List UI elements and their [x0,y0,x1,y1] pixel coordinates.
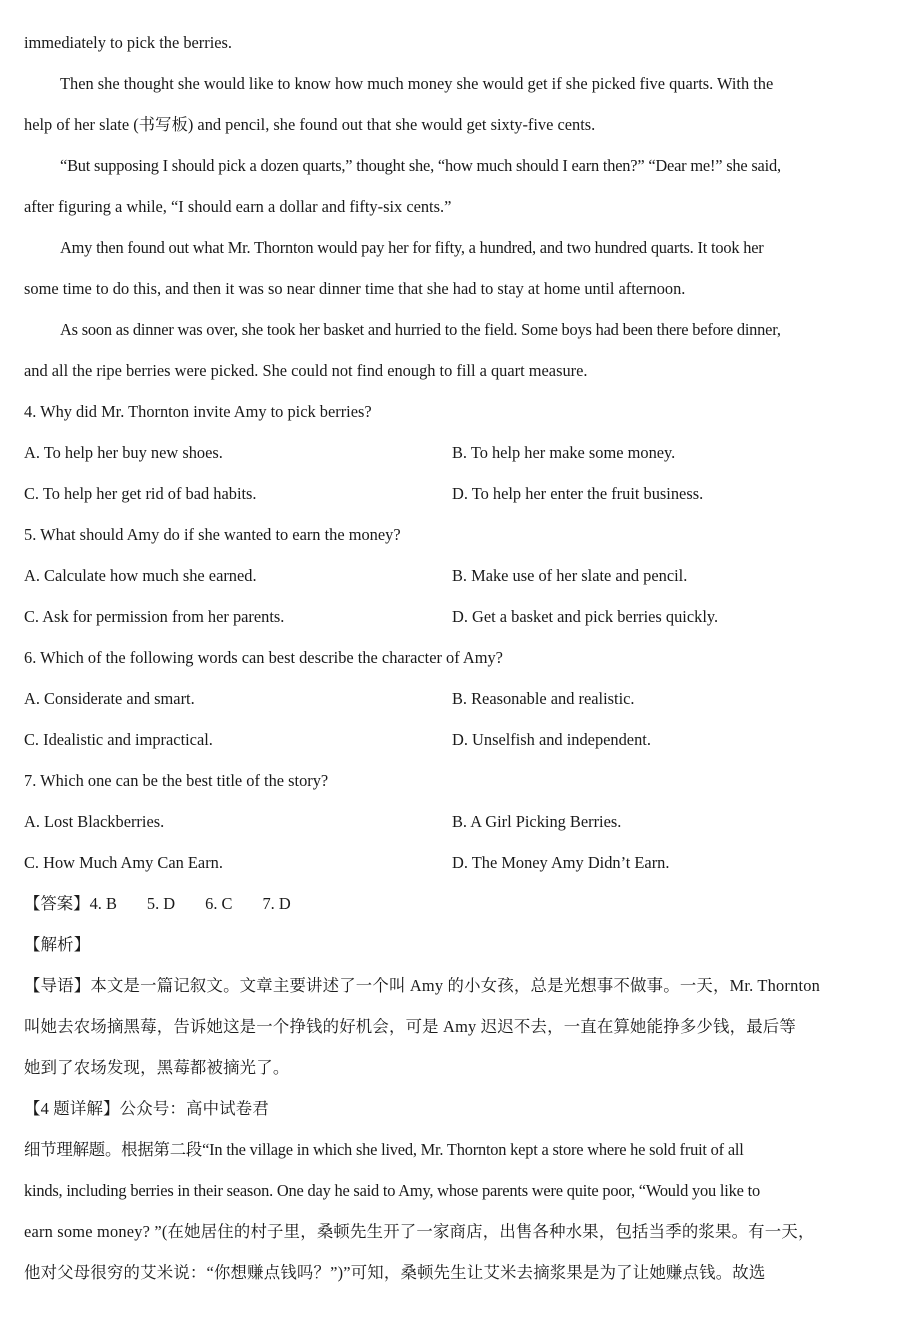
answer-item: 7. D [262,894,291,913]
option-row [24,555,882,596]
detail-heading: 【4 题详解】公众号：高中试卷君 [24,1099,269,1118]
passage-line: some time to do this, and then it was so near dinner time that she had to stay at home until afternoon. [24,279,686,298]
analysis-intro [24,965,882,1088]
passage-line: Amy then found out what Mr. Thornton would pay her for fifty, a hundred, and two hundred quarts. It took her [60,238,764,257]
option-row [24,473,882,514]
option-b: B. To help her make some money. [452,443,676,462]
option-a: A. Calculate how much she earned. [24,566,257,585]
option-row [24,678,882,719]
document-page [24,22,882,1293]
option-row [24,801,882,842]
option-row [24,719,882,760]
option-c: C. Ask for permission from her parents. [24,607,285,626]
question-4 [24,391,882,514]
option-b: B. A Girl Picking Berries. [452,812,622,831]
question-stem: 6. Which of the following words can best describe the character of Amy? [24,648,503,667]
analysis-detail [24,1129,882,1293]
option-c: C. Idealistic and impractical. [24,730,213,749]
option-c: C. How Much Amy Can Earn. [24,853,223,872]
option-c: C. To help her get rid of bad habits. [24,484,257,503]
option-row [24,596,882,637]
answer-item: 5. D [146,894,176,913]
option-b: B. Make use of her slate and pencil. [452,566,688,585]
analysis-line: 她到了农场发现，黑莓都被摘光了。 [24,1058,290,1077]
passage-line: help of her slate (书写板) and pencil, she found out that she would get sixty-five cents. [24,115,596,134]
analysis-line: 细节理解题。根据第二段“In the village in which she lived, Mr. Thornton kept a store where he sold fruit of all [24,1140,744,1159]
answer-key [24,883,882,924]
option-d: D. Unselfish and independent. [452,730,651,749]
passage-line: “But supposing I should pick a dozen quarts,” thought she, “how much should I earn then?” “Dear me!” she said, [60,156,781,175]
question-stem: 7. Which one can be the best title of the story? [24,771,329,790]
question-7 [24,760,882,883]
passage [24,22,882,391]
option-row [24,842,882,883]
option-row [24,432,882,473]
analysis-line: earn some money? ”(在她居住的村子里，桑顿先生开了一家商店，出售各种水果，包括当季的浆果。有一天， [24,1222,815,1241]
answer-label: 【答案】 [24,894,90,913]
answer-item: 6. C [205,894,233,913]
option-a: A. To help her buy new shoes. [24,443,223,462]
passage-line: Then she thought she would like to know how much money she would get if she picked five quarts. With the [60,74,774,93]
analysis-line: 他对父母很穷的艾米说：“你想赚点钱吗？”)”可知，桑顿先生让艾米去摘浆果是为了让她赚点钱。故选 [24,1263,766,1282]
analysis-line: kinds, including berries in their season. One day he said to Amy, whose parents were quite poor, “Would you like to [24,1181,760,1200]
analysis-line: 【导语】本文是一篇记叙文。文章主要讲述了一个叫 Amy 的小女孩，总是光想事不做事。一天，Mr. Thornton [24,976,821,995]
option-d: D. To help her enter the fruit business. [452,484,704,503]
question-stem: 5. What should Amy do if she wanted to earn the money? [24,525,401,544]
option-b: B. Reasonable and realistic. [452,689,635,708]
analysis-label: 【解析】 [24,935,91,954]
option-a: A. Lost Blackberries. [24,812,165,831]
question-6 [24,637,882,760]
option-d: D. The Money Amy Didn’t Earn. [452,853,670,872]
passage-line: immediately to pick the berries. [24,33,233,52]
passage-line: and all the ripe berries were picked. She could not find enough to fill a quart measure. [24,361,588,380]
passage-line: after figuring a while, “I should earn a dollar and fifty-six cents.” [24,197,452,216]
question-5 [24,514,882,637]
question-stem: 4. Why did Mr. Thornton invite Amy to pick berries? [24,402,372,421]
answer-item: 4. B [89,894,117,913]
option-a: A. Considerate and smart. [24,689,195,708]
option-d: D. Get a basket and pick berries quickly. [452,607,719,626]
passage-line: As soon as dinner was over, she took her basket and hurried to the field. Some boys had been there before dinner, [60,320,781,339]
analysis-line: 叫她去农场摘黑莓，告诉她这是一个挣钱的好机会，可是 Amy 迟迟不去，一直在算她能挣多少钱，最后等 [24,1017,796,1036]
